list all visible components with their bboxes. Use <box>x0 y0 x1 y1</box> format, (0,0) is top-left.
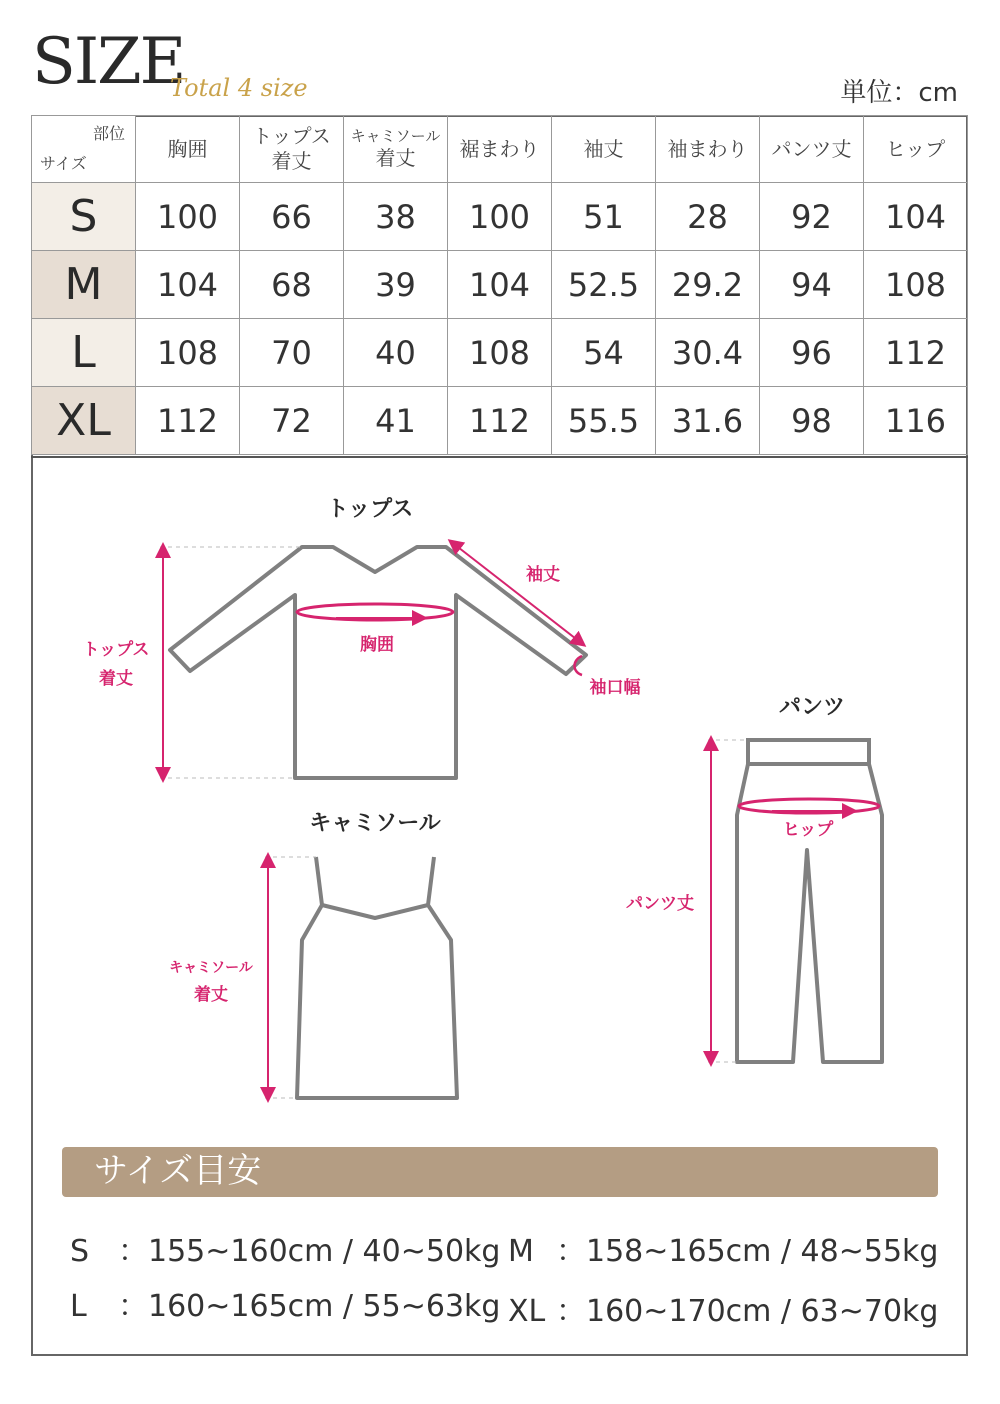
column-header-sleeve-length: 袖丈 <box>552 116 656 183</box>
tops-diagram <box>83 497 641 778</box>
table-cell: 31.6 <box>656 387 760 455</box>
row-size-label: L <box>32 319 136 387</box>
table-cell: 116 <box>864 387 968 455</box>
table-cell: 39 <box>344 251 448 319</box>
unit-label: 単位：cm <box>840 78 958 108</box>
table-cell: 66 <box>240 183 344 251</box>
chest-label: 胸囲 <box>360 635 394 655</box>
table-cell: 68 <box>240 251 344 319</box>
table-cell: 72 <box>240 387 344 455</box>
table-cell: 41 <box>344 387 448 455</box>
cuff-width-label: 袖口幅 <box>589 678 641 698</box>
size-guide-item-s: S ：155~160cm / 40~50kg <box>70 1234 501 1269</box>
pants-outline <box>737 764 882 1062</box>
table-cell: 112 <box>448 387 552 455</box>
size-guide-item-l: L ：160~165cm / 55~63kg <box>70 1289 501 1324</box>
hip-label: ヒップ <box>782 820 834 840</box>
table-cell: 112 <box>864 319 968 387</box>
table-cell: 94 <box>760 251 864 319</box>
column-header-hem: 裾まわり <box>448 116 552 183</box>
row-size-label: XL <box>32 387 136 455</box>
table-cell: 104 <box>136 251 240 319</box>
row-size-label: M <box>32 251 136 319</box>
size-guide-title: サイズ目安 <box>94 1151 262 1191</box>
tops-outline <box>170 547 586 778</box>
camisole-diagram <box>169 811 457 1098</box>
column-header-tops-length: トップス 着丈 <box>240 116 344 183</box>
table-cell: 108 <box>864 251 968 319</box>
table-cell: 30.4 <box>656 319 760 387</box>
size-guide-item-m: M ：158~165cm / 48~55kg <box>508 1234 939 1269</box>
table-cell: 98 <box>760 387 864 455</box>
pants-title: パンツ <box>778 695 846 720</box>
table-cell: 40 <box>344 319 448 387</box>
tops-length-label-2: 着丈 <box>99 669 133 689</box>
corner-label-size: サイズ <box>40 154 87 173</box>
pants-waistband <box>748 740 869 764</box>
size-guide-banner <box>62 1147 938 1197</box>
tops-length-label-1: トップス <box>82 640 150 660</box>
sleeve-length-label: 袖丈 <box>526 565 560 585</box>
table-cell: 112 <box>136 387 240 455</box>
table-cell: 38 <box>344 183 448 251</box>
table-cell: 100 <box>448 183 552 251</box>
table-cell: 104 <box>448 251 552 319</box>
table-cell: 96 <box>760 319 864 387</box>
table-cell: 54 <box>552 319 656 387</box>
table-cell: 100 <box>136 183 240 251</box>
column-header-sleeve-circumference: 袖まわり <box>656 116 760 183</box>
pants-length-label: パンツ丈 <box>626 894 694 914</box>
table-cell: 28 <box>656 183 760 251</box>
camisole-title: キャミソール <box>309 811 441 836</box>
table-cell: 108 <box>136 319 240 387</box>
table-cell: 70 <box>240 319 344 387</box>
table-cell: 104 <box>864 183 968 251</box>
page-title: SIZE <box>32 25 185 99</box>
table-cell: 29.2 <box>656 251 760 319</box>
column-header-chest: 胸囲 <box>136 116 240 183</box>
column-header-hip: ヒップ <box>864 116 968 183</box>
pants-diagram <box>626 695 882 1062</box>
camisole-length-label-1: キャミソール <box>169 960 253 976</box>
page-subtitle: Total 4 size <box>170 74 308 102</box>
camisole-length-label-2: 着丈 <box>194 985 228 1005</box>
column-header-camisole-length: キャミソール 着丈 <box>344 116 448 183</box>
table-cell: 52.5 <box>552 251 656 319</box>
row-size-label: S <box>32 183 136 251</box>
corner-label-part: 部位 <box>92 124 125 143</box>
table-cell: 55.5 <box>552 387 656 455</box>
table-cell: 108 <box>448 319 552 387</box>
column-header-pants-length: パンツ丈 <box>760 116 864 183</box>
table-cell: 51 <box>552 183 656 251</box>
camisole-outline <box>297 857 457 1098</box>
table-cell: 92 <box>760 183 864 251</box>
size-guide-item-xl: XL ：160~170cm / 63~70kg <box>508 1294 939 1329</box>
tops-title: トップス <box>326 497 414 522</box>
